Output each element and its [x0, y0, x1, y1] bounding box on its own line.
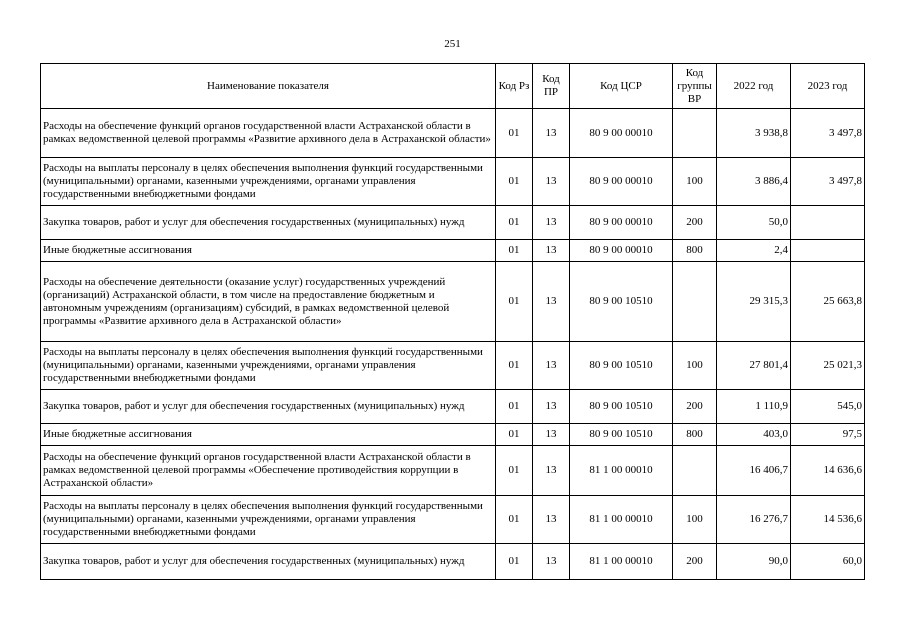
row-name: Расходы на выплаты персоналу в целях обеспечения выполнения функций государственными (муниципальными) органами, казенными учреждениями, органами управления государственными внебюджетными фондами: [41, 158, 496, 206]
row-2023: 14 636,6: [791, 446, 865, 496]
header-name: Наименование показателя: [41, 64, 496, 109]
row-2022: 1 110,9: [717, 390, 791, 424]
row-name: Расходы на выплаты персоналу в целях обеспечения выполнения функций государственными (муниципальными) органами, казенными учреждениями, органами управления государственными внебюджетными фондами: [41, 496, 496, 544]
row-vr: 200: [673, 544, 717, 580]
row-vr: 800: [673, 424, 717, 446]
row-vr: 100: [673, 158, 717, 206]
row-name: Закупка товаров, работ и услуг для обеспечения государственных (муниципальных) нужд: [41, 390, 496, 424]
row-csr: 80 9 00 10510: [570, 390, 673, 424]
row-vr: 100: [673, 496, 717, 544]
table-row: [41, 544, 865, 580]
row-2022: 2,4: [717, 240, 791, 262]
table-row: [41, 496, 865, 544]
row-rz: 01: [496, 544, 533, 580]
row-pr: 13: [533, 390, 570, 424]
header-vr: Код группы ВР: [673, 64, 717, 109]
row-2022: 3 886,4: [717, 158, 791, 206]
row-rz: 01: [496, 240, 533, 262]
header-rz: Код Рз: [496, 64, 533, 109]
row-pr: 13: [533, 496, 570, 544]
row-rz: 01: [496, 446, 533, 496]
row-rz: 01: [496, 158, 533, 206]
row-csr: 80 9 00 10510: [570, 262, 673, 342]
row-rz: 01: [496, 109, 533, 158]
row-2023: 25 663,8: [791, 262, 865, 342]
table-row: [41, 109, 865, 158]
row-rz: 01: [496, 262, 533, 342]
row-pr: 13: [533, 446, 570, 496]
row-name: Иные бюджетные ассигнования: [41, 240, 496, 262]
row-csr: 81 1 00 00010: [570, 446, 673, 496]
row-vr: [673, 262, 717, 342]
row-vr: [673, 446, 717, 496]
row-2023: 97,5: [791, 424, 865, 446]
page-number: 251: [444, 38, 461, 50]
row-2022: 50,0: [717, 206, 791, 240]
row-pr: 13: [533, 424, 570, 446]
row-name: Расходы на обеспечение функций органов государственной власти Астраханской области в рамках ведомственной целевой программы «Обеспечение противодействия коррупции в Астраханской области»: [41, 446, 496, 496]
row-vr: 100: [673, 342, 717, 390]
header-pr: Код ПР: [533, 64, 570, 109]
header-2023: 2023 год: [791, 64, 865, 109]
row-2023: 14 536,6: [791, 496, 865, 544]
row-2022: 16 406,7: [717, 446, 791, 496]
row-vr: [673, 109, 717, 158]
row-2022: 403,0: [717, 424, 791, 446]
row-rz: 01: [496, 206, 533, 240]
table-row: [41, 158, 865, 206]
table-row: [41, 446, 865, 496]
row-rz: 01: [496, 496, 533, 544]
row-2022: 90,0: [717, 544, 791, 580]
row-pr: 13: [533, 206, 570, 240]
table-row: [41, 342, 865, 390]
row-name: Расходы на выплаты персоналу в целях обеспечения выполнения функций государственными (муниципальными) органами, казенными учреждениями, органами управления государственными внебюджетными фондами: [41, 342, 496, 390]
row-csr: 81 1 00 00010: [570, 496, 673, 544]
table-header-row: [41, 64, 865, 109]
row-pr: 13: [533, 240, 570, 262]
row-pr: 13: [533, 544, 570, 580]
table-row: [41, 424, 865, 446]
row-2023: 545,0: [791, 390, 865, 424]
row-pr: 13: [533, 342, 570, 390]
row-rz: 01: [496, 342, 533, 390]
row-name: Расходы на обеспечение функций органов государственной власти Астраханской области в рамках ведомственной целевой программы «Развитие архивного дела в Астраханской области»: [41, 109, 496, 158]
header-csr: Код ЦСР: [570, 64, 673, 109]
row-vr: 800: [673, 240, 717, 262]
row-pr: 13: [533, 158, 570, 206]
budget-table: [40, 63, 865, 580]
row-2023: 3 497,8: [791, 158, 865, 206]
row-csr: 81 1 00 00010: [570, 544, 673, 580]
row-vr: 200: [673, 206, 717, 240]
row-csr: 80 9 00 00010: [570, 158, 673, 206]
row-name: Закупка товаров, работ и услуг для обеспечения государственных (муниципальных) нужд: [41, 544, 496, 580]
row-name: Иные бюджетные ассигнования: [41, 424, 496, 446]
row-2022: 29 315,3: [717, 262, 791, 342]
row-rz: 01: [496, 424, 533, 446]
row-csr: 80 9 00 10510: [570, 342, 673, 390]
row-csr: 80 9 00 00010: [570, 240, 673, 262]
row-name: Расходы на обеспечение деятельности (оказание услуг) государственных учреждений (организаций) Астраханской области, в том числе на предоставление бюджетным и автономным учреждениям (организациям) субсидий, в рамках ведомственной целевой программы «Развитие архивного дела в Астраханской области»: [41, 262, 496, 342]
row-2023: [791, 240, 865, 262]
row-name: Закупка товаров, работ и услуг для обеспечения государственных (муниципальных) нужд: [41, 206, 496, 240]
table-row: [41, 240, 865, 262]
row-2022: 27 801,4: [717, 342, 791, 390]
row-2022: 16 276,7: [717, 496, 791, 544]
table-row: [41, 206, 865, 240]
header-2022: 2022 год: [717, 64, 791, 109]
row-csr: 80 9 00 00010: [570, 206, 673, 240]
row-vr: 200: [673, 390, 717, 424]
row-2023: 3 497,8: [791, 109, 865, 158]
row-pr: 13: [533, 109, 570, 158]
row-pr: 13: [533, 262, 570, 342]
row-csr: 80 9 00 10510: [570, 424, 673, 446]
table-row: [41, 390, 865, 424]
row-2023: 60,0: [791, 544, 865, 580]
row-rz: 01: [496, 390, 533, 424]
row-2023: 25 021,3: [791, 342, 865, 390]
table-row: [41, 262, 865, 342]
row-csr: 80 9 00 00010: [570, 109, 673, 158]
row-2023: [791, 206, 865, 240]
row-2022: 3 938,8: [717, 109, 791, 158]
